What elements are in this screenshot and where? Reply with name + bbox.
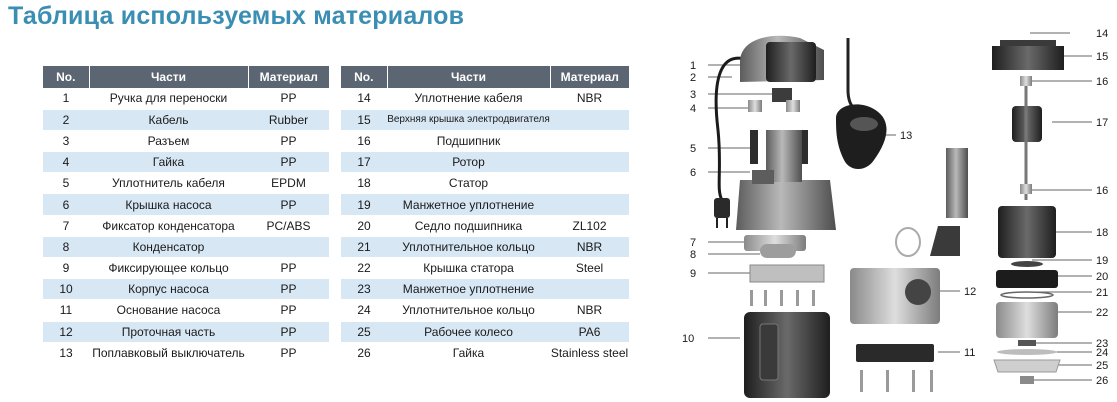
- callout-13: 13: [900, 130, 913, 142]
- cell-material: [550, 279, 629, 300]
- table-row: [341, 321, 629, 342]
- cell-no: 19: [341, 194, 387, 215]
- callout-18: 18: [1096, 227, 1109, 239]
- cell-part: Рабочее колесо: [387, 321, 550, 342]
- callout-26: 26: [1096, 375, 1109, 387]
- cell-no: 1: [43, 88, 89, 109]
- cell-part: Уплотнение кабеля: [387, 88, 550, 109]
- cell-part: Конденсатор: [89, 236, 248, 257]
- callout-3: 3: [690, 89, 697, 101]
- table-row: [43, 342, 329, 363]
- cell-material: Rubber: [248, 109, 329, 130]
- table-row: [341, 258, 629, 279]
- cell-material: [550, 130, 629, 151]
- cell-no: 7: [43, 215, 89, 236]
- table-row: [43, 173, 329, 194]
- cell-no: 3: [43, 130, 89, 151]
- header-no: No.: [43, 66, 89, 88]
- callout-11: 11: [964, 347, 976, 359]
- table-row: [341, 130, 629, 151]
- cell-no: 23: [341, 279, 387, 300]
- cell-material: PP: [248, 321, 329, 342]
- cell-no: 24: [341, 300, 387, 321]
- cell-material: [550, 152, 629, 173]
- cell-part: Корпус насоса: [89, 279, 248, 300]
- cell-material: PP: [248, 88, 329, 109]
- cell-no: 13: [43, 342, 89, 363]
- cell-no: 18: [341, 173, 387, 194]
- cell-material: PP: [248, 258, 329, 279]
- cell-part: Проточная часть: [89, 321, 248, 342]
- cell-no: 8: [43, 236, 89, 257]
- callout-24: 24: [1096, 347, 1109, 359]
- table-row: [43, 88, 329, 109]
- callout-2: 2: [690, 72, 697, 84]
- materials-table-right: [341, 66, 629, 364]
- callout-20: 20: [1096, 271, 1109, 283]
- table-row: [341, 236, 629, 257]
- table-row: [341, 279, 629, 300]
- cell-part: Разъем: [89, 130, 248, 151]
- cell-no: 25: [341, 321, 387, 342]
- cell-material: PP: [248, 130, 329, 151]
- cell-no: 21: [341, 236, 387, 257]
- cell-no: 12: [43, 321, 89, 342]
- table-row: [43, 279, 329, 300]
- table-row: [43, 194, 329, 215]
- cell-material: PP: [248, 194, 329, 215]
- cell-no: 20: [341, 215, 387, 236]
- cell-part: Манжетное уплотнение: [387, 194, 550, 215]
- callout-22: 22: [1096, 307, 1109, 319]
- callout-7: 7: [690, 237, 697, 249]
- cell-no: 26: [341, 342, 387, 363]
- cell-part: Основание насоса: [89, 300, 248, 321]
- cell-part: Верхняя крышка электродвигателя: [387, 109, 550, 130]
- cell-material: [550, 109, 629, 130]
- cell-part: Фиксатор конденсатора: [89, 215, 248, 236]
- cell-material: PP: [248, 152, 329, 173]
- cell-part: Гайка: [89, 152, 248, 173]
- callout-21: 21: [1096, 287, 1109, 299]
- cell-material: NBR: [550, 236, 629, 257]
- table-header-row: [43, 66, 329, 88]
- table-row: [341, 152, 629, 173]
- cell-material: Steel: [550, 258, 629, 279]
- header-material: Материал: [550, 66, 629, 88]
- cell-part: Ротор: [387, 152, 550, 173]
- header-no: No.: [341, 66, 387, 88]
- cell-no: 16: [341, 130, 387, 151]
- cell-no: 17: [341, 152, 387, 173]
- table-row: [43, 109, 329, 130]
- table-row: [43, 236, 329, 257]
- cell-part: Гайка: [387, 342, 550, 363]
- table-row: [43, 215, 329, 236]
- cell-material: NBR: [550, 88, 629, 109]
- cell-no: 15: [341, 109, 387, 130]
- table-row: [43, 300, 329, 321]
- callout-17: 17: [1096, 117, 1109, 129]
- cell-material: EPDM: [248, 173, 329, 194]
- callout-16a: 16: [1096, 76, 1109, 88]
- cell-material: PA6: [550, 321, 629, 342]
- callout-12: 12: [964, 286, 977, 298]
- table-row: [341, 109, 629, 130]
- cell-material: PC/ABS: [248, 215, 329, 236]
- cell-part: Уплотнительное кольцо: [387, 300, 550, 321]
- cell-material: Stainless steel: [550, 342, 629, 363]
- table-row: [43, 321, 329, 342]
- cell-part: Крышка статора: [387, 258, 550, 279]
- cell-no: 6: [43, 194, 89, 215]
- callout-19: 19: [1096, 255, 1109, 267]
- callout-9: 9: [690, 268, 697, 280]
- table-row: [341, 173, 629, 194]
- cell-material: [550, 173, 629, 194]
- cell-part: Статор: [387, 173, 550, 194]
- cell-material: PP: [248, 300, 329, 321]
- cell-part: Поплавковый выключатель: [89, 342, 248, 363]
- table-row: [341, 300, 629, 321]
- callout-25: 25: [1096, 360, 1109, 372]
- callout-1: 1: [690, 60, 697, 72]
- table-row: [43, 152, 329, 173]
- table-row: [341, 88, 629, 109]
- header-part: Части: [89, 66, 248, 88]
- callout-6: 6: [690, 167, 697, 179]
- cell-part: Уплотнитель кабеля: [89, 173, 248, 194]
- cell-part: Манжетное уплотнение: [387, 279, 550, 300]
- table-header-row: [341, 66, 629, 88]
- callout-15: 15: [1096, 51, 1109, 63]
- callout-14: 14: [1096, 28, 1109, 40]
- materials-table-left: [43, 66, 329, 364]
- header-material: Материал: [248, 66, 329, 88]
- cell-material: [550, 194, 629, 215]
- callout-23: 23: [1096, 338, 1109, 350]
- page-title: Таблица используемых материалов: [8, 2, 465, 30]
- table-row: [43, 130, 329, 151]
- cell-part: Седло подшипника: [387, 215, 550, 236]
- cell-no: 2: [43, 109, 89, 130]
- table-row: [341, 342, 629, 363]
- cell-material: PP: [248, 342, 329, 363]
- callout-10: 10: [682, 333, 695, 345]
- table-row: [43, 258, 329, 279]
- cell-part: Крышка насоса: [89, 194, 248, 215]
- cell-material: NBR: [550, 300, 629, 321]
- table-row: [341, 215, 629, 236]
- cell-part: Уплотнительное кольцо: [387, 236, 550, 257]
- pump-parts-drawing: [660, 20, 1117, 402]
- cell-no: 9: [43, 258, 89, 279]
- cell-no: 5: [43, 173, 89, 194]
- cell-no: 22: [341, 258, 387, 279]
- exploded-pump-diagram: [660, 20, 1117, 402]
- cell-no: 4: [43, 152, 89, 173]
- cell-no: 10: [43, 279, 89, 300]
- callout-16b: 16: [1096, 185, 1109, 197]
- cell-part: Кабель: [89, 109, 248, 130]
- cell-no: 11: [43, 300, 89, 321]
- callout-5: 5: [690, 143, 697, 155]
- table-row: [341, 194, 629, 215]
- cell-material: ZL102: [550, 215, 629, 236]
- callout-4: 4: [690, 103, 697, 115]
- callout-8: 8: [690, 249, 697, 261]
- cell-material: [248, 236, 329, 257]
- cell-part: Подшипник: [387, 130, 550, 151]
- cell-part: Фиксирующее кольцо: [89, 258, 248, 279]
- cell-part: Ручка для переноски: [89, 88, 248, 109]
- header-part: Части: [387, 66, 550, 88]
- cell-no: 14: [341, 88, 387, 109]
- cell-material: PP: [248, 279, 329, 300]
